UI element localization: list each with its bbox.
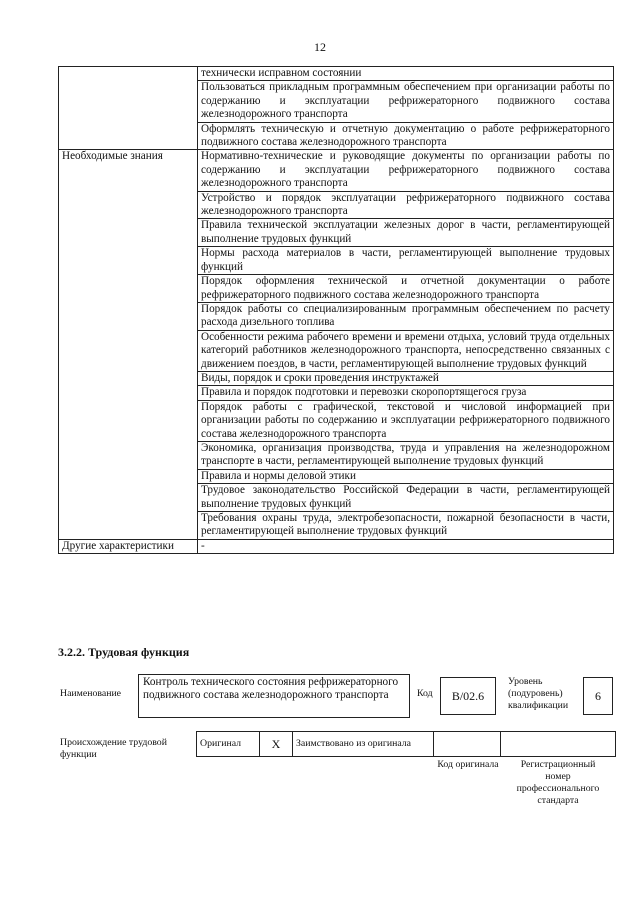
row-item: Порядок оформления технической и отчетной документации о работе рефрижераторного подвижного состава железнодорожного транспорта xyxy=(198,275,614,303)
original-label: Оригинал xyxy=(197,732,260,757)
borrowed-label: Заимствовано из оригинала xyxy=(293,732,434,757)
row-item: Нормативно-технические и руководящие документы по организации работы по содержанию и эксплуатации рефрижераторного подвижного состава железнодорожного транспорта xyxy=(198,150,614,191)
row-item: Требования охраны труда, электробезопасности, пожарной безопасности в части, регламентирующей выполнение трудовых функций xyxy=(198,512,614,540)
table-row xyxy=(59,67,614,81)
function-code-box: B/02.6 xyxy=(440,677,496,715)
row-item: Порядок работы с графической, текстовой и числовой информацией при организации работы по содержанию и эксплуатации рефрижераторного подвижного состава железнодорожного транспорта xyxy=(198,400,614,441)
registration-number-caption: Регистрационный номер профессионального стандарта xyxy=(516,759,600,806)
original-mark: X xyxy=(260,732,293,757)
row-item: Экономика, организация производства, труда и управления на железнодорожном транспорте в части, регламентирующей выполнение трудовых функций xyxy=(198,441,614,469)
row-item: - xyxy=(198,539,614,553)
registration-number-cell xyxy=(501,732,616,757)
row-label: Другие характеристики xyxy=(59,539,198,553)
original-code-cell xyxy=(434,732,501,757)
function-name-box: Контроль технического состояния рефрижераторного подвижного состава железнодорожного транспорта xyxy=(138,674,410,718)
qualification-level-box: 6 xyxy=(583,677,613,715)
row-item: Правила и нормы деловой этики xyxy=(198,469,614,483)
row-item: Особенности режима рабочего времени и времени отдыха, условий труда отдельных категорий работников железнодорожного транспорта, непосредственно связанных с движением поездов, в части, регламентирующей выполнение трудовых функций xyxy=(198,330,614,371)
section-heading: 3.2.2. Трудовая функция xyxy=(58,645,190,659)
code-label: Код xyxy=(417,688,433,699)
table-row xyxy=(59,539,614,553)
code-original-caption: Код оригинала xyxy=(437,759,499,770)
origin-table xyxy=(196,731,616,757)
row-item: Правила технической эксплуатации железных дорог в части, регламентирующей выполнение трудовых функций xyxy=(198,219,614,247)
row-item: Трудовое законодательство Российской Федерации в части, регламентирующей выполнение трудовых функций xyxy=(198,484,614,512)
skills-table xyxy=(58,66,614,554)
row-item: Правила и порядок подготовки и перевозки скоропортящегося груза xyxy=(198,386,614,400)
row-item: Пользоваться прикладным программным обеспечением при организации работы по содержанию и эксплуатации рефрижераторного подвижного состава железнодорожного транспорта xyxy=(198,81,614,122)
row-item: Порядок работы со специализированным программным обеспечением по расчету расхода дизельного топлива xyxy=(198,302,614,330)
row-item: Устройство и порядок эксплуатации рефрижераторного подвижного состава железнодорожного транспорта xyxy=(198,191,614,219)
table-row xyxy=(59,150,614,191)
row-item: Нормы расхода материалов в части, регламентирующей выполнение трудовых функций xyxy=(198,247,614,275)
row-label xyxy=(59,67,198,150)
row-item: Оформлять техническую и отчетную документацию о работе рефрижераторного подвижного состава железнодорожного транспорта xyxy=(198,122,614,150)
qualification-level-label: Уровень (подуровень) квалификации xyxy=(508,676,569,711)
row-label: Необходимые знания xyxy=(59,150,198,539)
page-number: 12 xyxy=(314,40,326,54)
row-item: Виды, порядок и сроки проведения инструктажей xyxy=(198,371,614,385)
name-label: Наименование xyxy=(60,688,122,699)
row-item: технически исправном состоянии xyxy=(198,67,614,81)
origin-label: Происхождение трудовой функции xyxy=(60,737,167,760)
